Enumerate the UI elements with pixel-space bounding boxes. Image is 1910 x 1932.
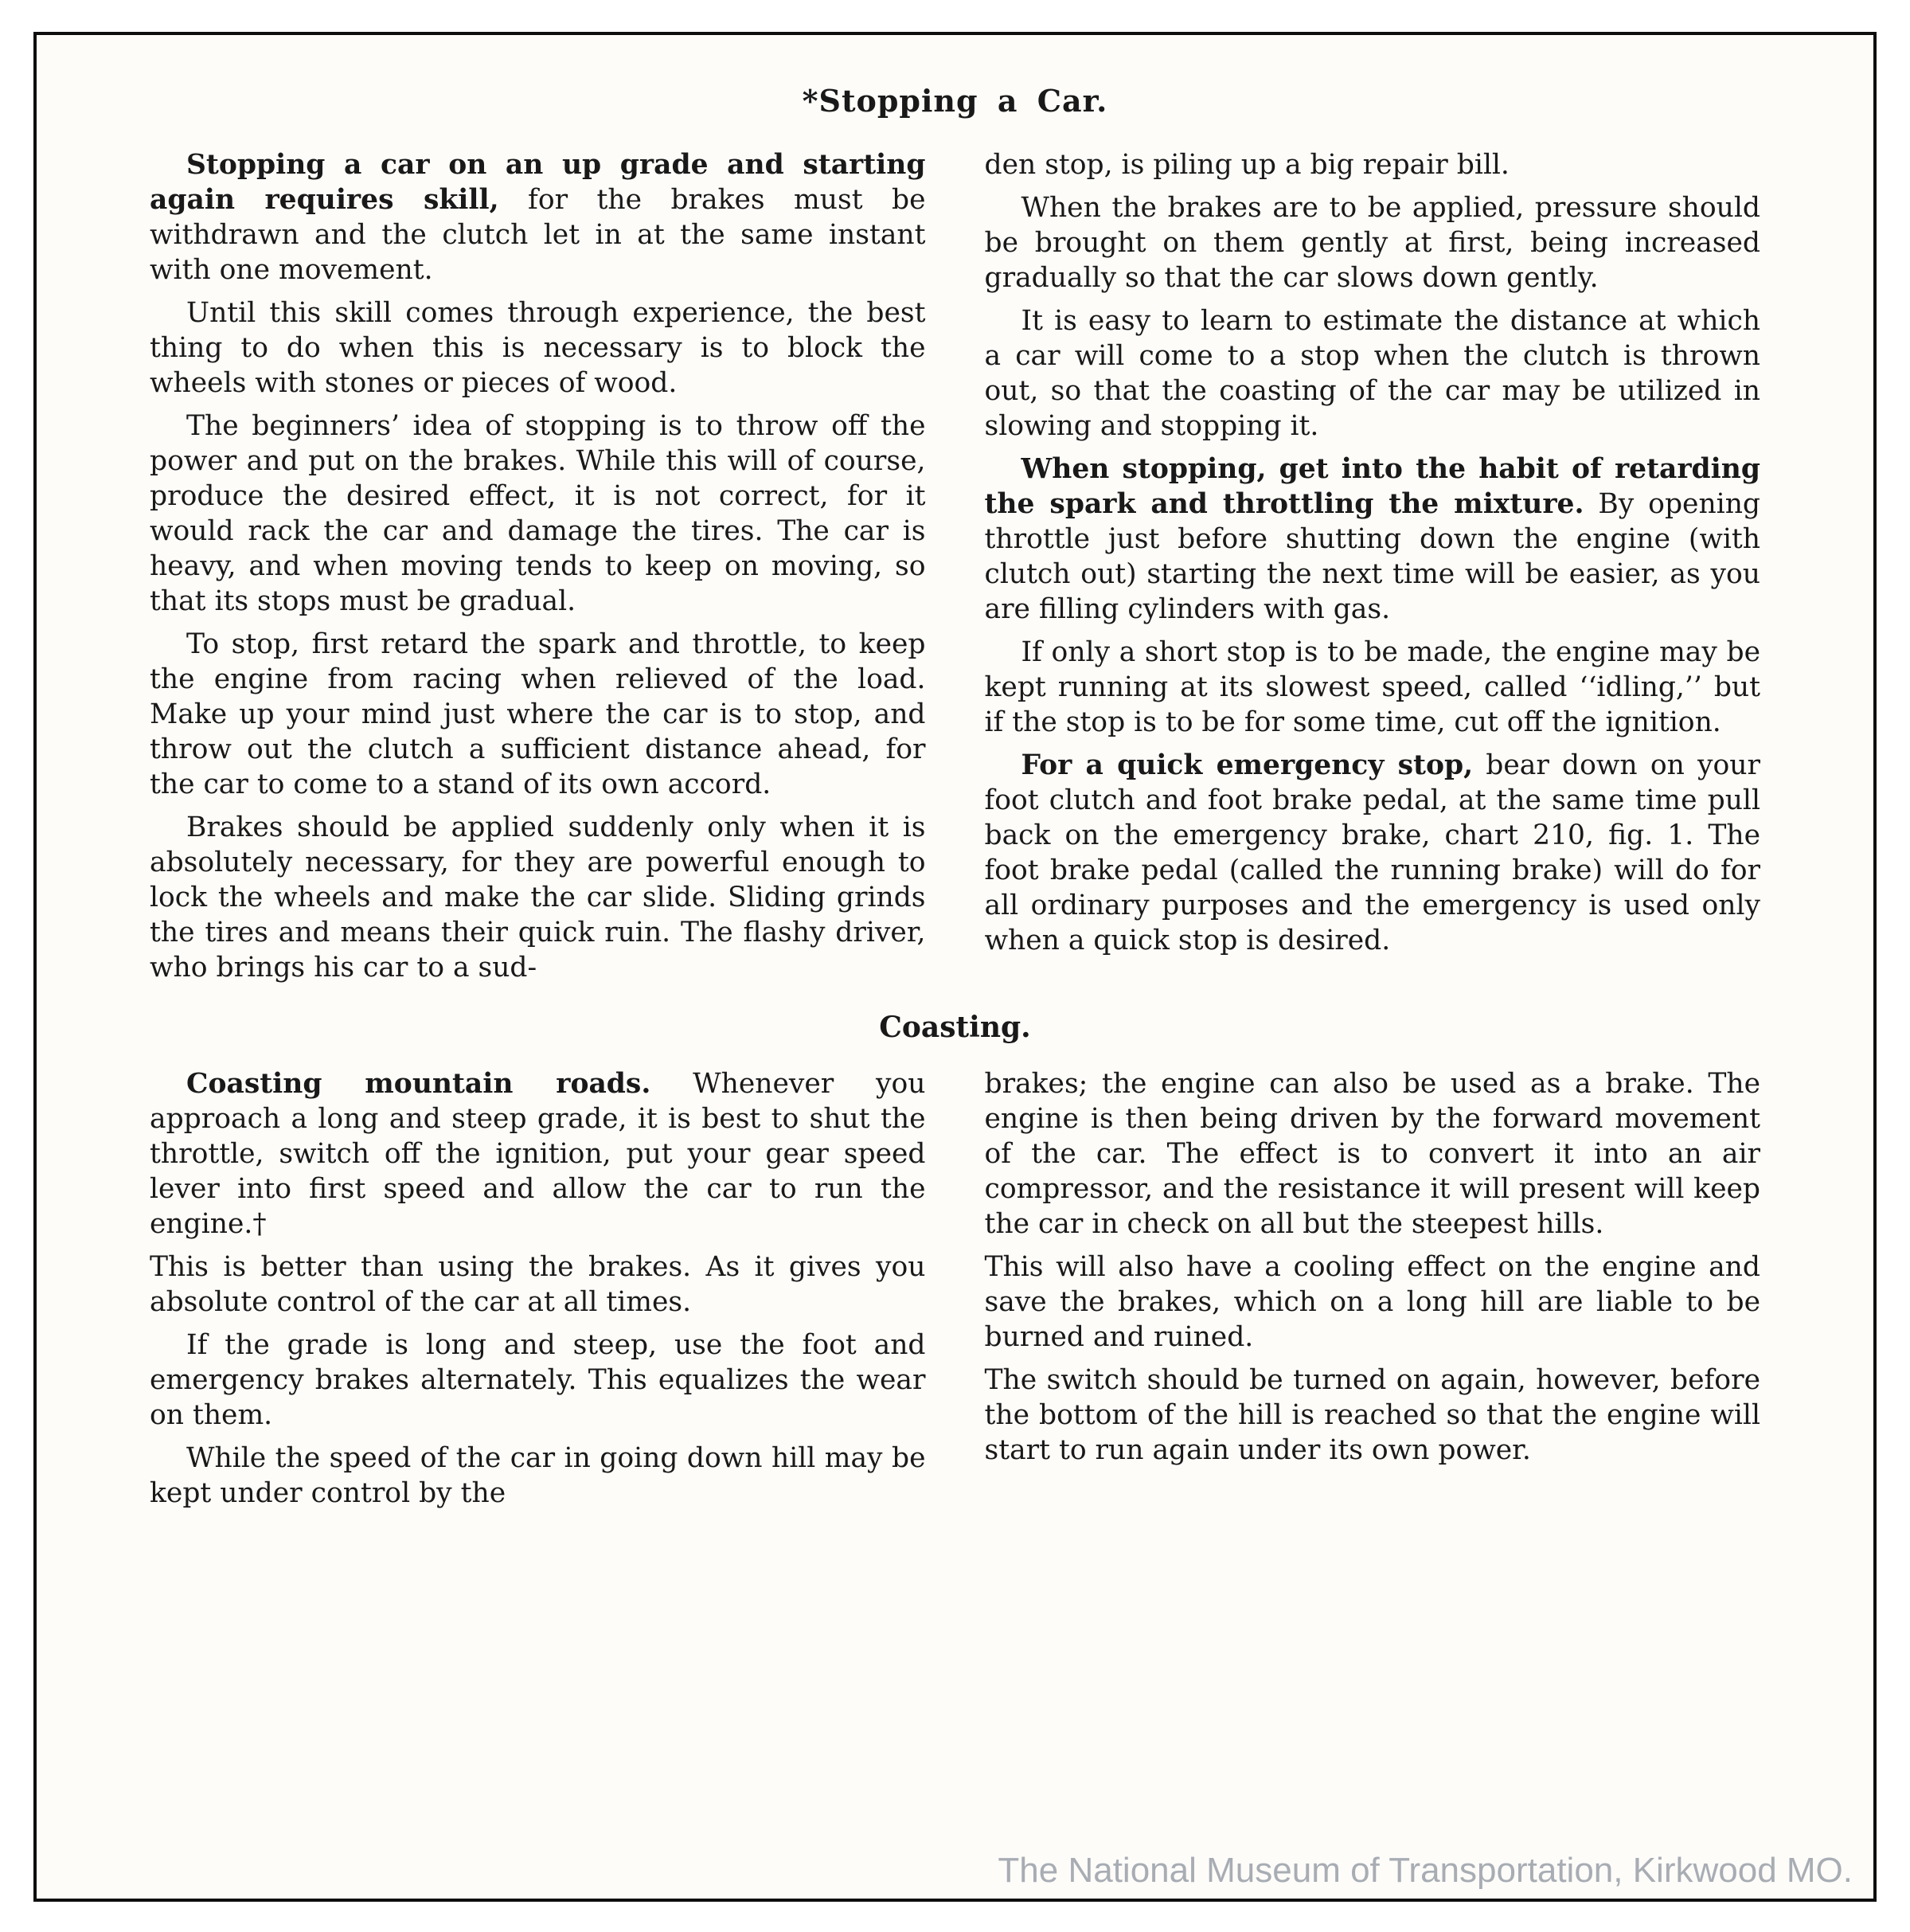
paragraph <box>985 1250 1761 1355</box>
paragraph <box>985 452 1761 627</box>
paragraph-lead: Coasting mountain roads. <box>186 1068 651 1100</box>
paragraph-text: To stop, first retard the spark and throttle, to keep the engine from racing when relieved of the load. Make up your mind just where the car is to stop, and throw out the clutch a sufficient distance ahead, for the car to come to a stand of its own accord. <box>150 628 926 800</box>
paragraph-text: By opening throttle just before shutting down the engine (with clutch out) starting the next time will be easier, as you are filling cylinders with gas. <box>984 488 1760 625</box>
paragraph <box>150 1066 926 1242</box>
paragraph-text: brakes; the engine can also be used as a brake. The engine is then being driven by the forward movement of the car. The effect is to convert it into an air compressor, and the resistance it will present will keep the car in check on all but the steepest hills. <box>984 1068 1760 1240</box>
paragraph <box>985 147 1761 182</box>
paragraph <box>150 810 926 985</box>
paragraph-text: den stop, is piling up a big repair bill. <box>984 149 1510 181</box>
paragraph <box>150 1250 926 1320</box>
coasting-section-title: Coasting. <box>879 1011 1031 1044</box>
document-page <box>33 32 1877 1902</box>
paragraph-text: While the speed of the car in going down hill may be kept under control by the <box>150 1442 926 1509</box>
paragraph <box>150 409 926 619</box>
paragraph <box>985 635 1761 740</box>
stopping-section <box>150 147 1760 993</box>
paragraph-text: Brakes should be applied suddenly only when it is absolutely necessary, for they are powerful enough to lock the wheels and make the car slide. Sliding grinds the tires and means their quick ruin. The flashy driver, who brings his car to a sud- <box>150 812 926 984</box>
paragraph <box>150 1441 926 1511</box>
watermark-text: The National Museum of Transportation, Kirkwood MO. <box>998 1851 1853 1890</box>
paragraph-lead: When stopping, get into the habit of retarding the spark and throttling the mixture. <box>984 453 1760 520</box>
paragraph-text: It is easy to learn to estimate the distance at which a car will come to a stop when the clutch is thrown out, so that the coasting of the car may be utilized in slowing and stopping it. <box>984 305 1760 442</box>
coasting-section <box>150 1066 1760 1519</box>
paragraph <box>985 190 1761 295</box>
paragraph <box>985 1066 1761 1242</box>
paragraph <box>985 748 1761 958</box>
paragraph <box>985 1363 1761 1468</box>
page-title: *Stopping a Car. <box>802 83 1108 119</box>
paragraph-lead: For a quick emergency stop, <box>1021 749 1474 781</box>
paragraph-text: This is better than using the brakes. As it gives you absolute control of the car at all times. <box>150 1251 926 1318</box>
paragraph-text: Whenever you approach a long and steep grade, it is best to shut the throttle, switch off the ignition, put your gear speed lever into first speed and allow the car to run the engine.† <box>150 1068 926 1240</box>
paragraph-text: The switch should be turned on again, however, before the bottom of the hill is reached so that the engine will start to run again under its own power. <box>984 1364 1760 1466</box>
paragraph-text: bear down on your foot clutch and foot brake pedal, at the same time pull back on the emergency brake, chart 210, fig. 1. The foot brake pedal (called the running brake) will do for all ordinary purposes and the emergency is used only when a quick stop is desired. <box>984 749 1760 956</box>
paragraph-text: If the grade is long and steep, use the foot and emergency brakes alternately. This equalizes the wear on them. <box>150 1329 926 1431</box>
paragraph-text: The beginners’ idea of stopping is to throw off the power and put on the brakes. While this will of course, produce the desired effect, it is not correct, for it would rack the car and damage the tires. The car is heavy, and when moving tends to keep on moving, so that its stops must be gradual. <box>150 410 926 617</box>
stopping-left-column <box>150 147 926 993</box>
paragraph-text: If only a short stop is to be made, the engine may be kept running at its slowest speed, called ‘‘idling,’’ but if the stop is to be for some time, cut off the ignition. <box>984 636 1760 738</box>
stopping-right-column <box>985 147 1761 993</box>
paragraph-text: When the brakes are to be applied, pressure should be brought on them gently at first, being increased gradually so that the car slows down gently. <box>984 192 1760 294</box>
paragraph <box>150 627 926 802</box>
paragraph <box>150 295 926 401</box>
paragraph <box>150 1328 926 1433</box>
paragraph-text: This will also have a cooling effect on the engine and save the brakes, which on a long hill are liable to be burned and ruined. <box>984 1251 1760 1353</box>
paragraph <box>150 147 926 287</box>
paragraph-text: Until this skill comes through experience, the best thing to do when this is necessary is to block the wheels with stones or pieces of wood. <box>150 297 926 399</box>
paragraph <box>985 303 1761 444</box>
coasting-right-column <box>985 1066 1761 1519</box>
coasting-left-column <box>150 1066 926 1519</box>
paragraph-text: for the brakes must be withdrawn and the clutch let in at the same instant with one movement. <box>150 184 926 286</box>
paragraph-lead: Stopping a car on an up grade and starting again requires skill, <box>150 149 926 216</box>
